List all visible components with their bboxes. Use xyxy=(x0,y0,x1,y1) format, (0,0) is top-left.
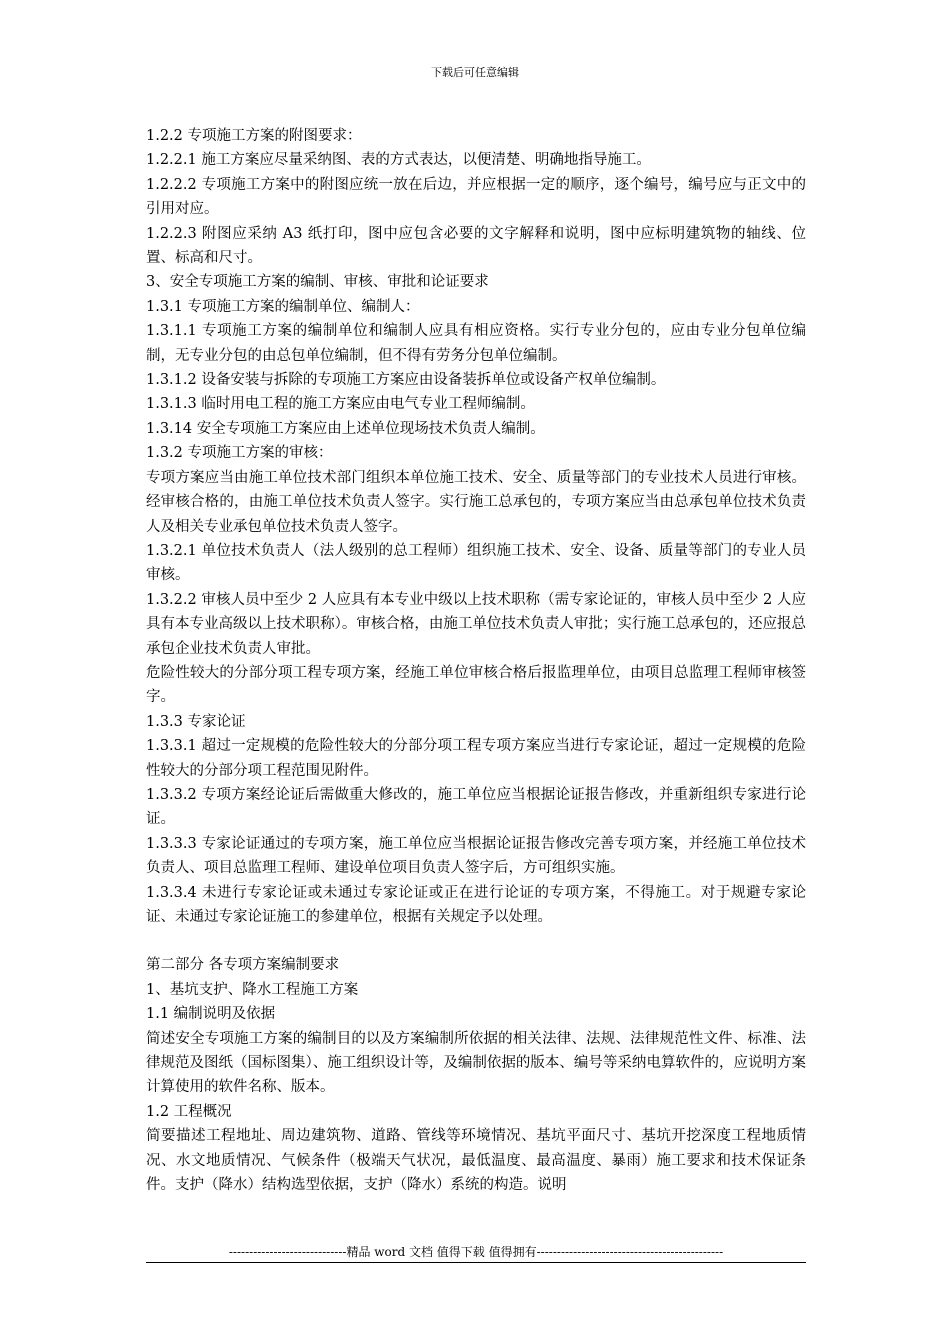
page-footer: -----------------------------精品 word 文档 值得下载 值得拥有---------------------------------------------- xyxy=(228,1245,724,1259)
paragraph: 简要描述工程地址、周边建筑物、道路、管线等环境情况、基坑平面尺寸、基坑开挖深度工程地质情况、水文地质情况、气候条件（极端天气状况，最低温度、最高温度、暴雨）施工要求和技术保证条件。支护（降水）结构选型依据，支护（降水）系统的构造。说明 xyxy=(146,1128,806,1194)
paragraph: 危险性较大的分部分项工程专项方案，经施工单位审核合格后报监理单位，由项目总监理工程师审核签字。 xyxy=(146,664,806,706)
paragraph: 1.3.3.1 超过一定规模的危险性较大的分部分项工程专项方案应当进行专家论证，超过一定规模的危险性较大的分部分项工程范围见附件。 xyxy=(146,738,806,779)
paragraph: 1、基坑支护、降水工程施工方案 xyxy=(146,981,359,998)
paragraph: 1.2.2.1 施工方案应尽量采纳图、表的方式表达，以便清楚、明确地指导施工。 xyxy=(146,152,651,169)
section-heading: 第二部分 各专项方案编制要求 xyxy=(146,957,340,974)
paragraph: 1.3.3.2 专项方案经论证后需做重大修改的，施工单位应当根据论证报告修改，并重新组织专家进行论证。 xyxy=(146,786,806,828)
paragraph: 1.2 工程概况 xyxy=(146,1103,232,1120)
blank-line xyxy=(146,929,806,953)
document-body xyxy=(146,124,806,1197)
page-header: 下载后可任意编辑 xyxy=(431,66,519,79)
paragraph: 1.2.2.2 专项施工方案中的附图应统一放在后边，并应根据一定的顺序，逐个编号，编号应与正文中的引用对应。 xyxy=(146,176,806,218)
paragraph: 1.3.3.3 专家论证通过的专项方案，施工单位应当根据论证报告修改完善专项方案，并经施工单位技术负责人、项目总监理工程师、建设单位项目负责人签字后，方可组织实施。 xyxy=(146,835,806,877)
paragraph: 简述安全专项施工方案的编制目的以及方案编制所依据的相关法律、法规、法律规范性文件、标准、法律规范及图纸（国标图集）、施工组织设计等，及编制依据的版本、编号等采纳电算软件的，应说明方案计算使用的软件名称、版本。 xyxy=(146,1030,806,1096)
paragraph: 1.2.2 专项施工方案的附图要求： xyxy=(146,128,362,144)
paragraph: 1.1 编制说明及依据 xyxy=(146,1006,276,1023)
paragraph: 专项方案应当由施工单位技术部门组织本单位施工技术、安全、质量等部门的专业技术人员进行审核。经审核合格的，由施工单位技术负责人签字。实行施工总承包的，专项方案应当由总承包单位技术负责人及相关专业承包单位技术负责人签字。 xyxy=(146,469,806,535)
paragraph: 1.3.3.4 未进行专家论证或未通过专家论证或正在进行论证的专项方案，不得施工。对于规避专家论证、未通过专家论证施工的参建单位，根据有关规定予以处理。 xyxy=(146,884,806,925)
paragraph: 1.2.2.3 附图应采纳 A3 纸打印，图中应包含必要的文字解释和说明，图中应标明建筑物的轴线、位置、标高和尺寸。 xyxy=(146,225,806,267)
paragraph: 1.3.1 专项施工方案的编制单位、编制人： xyxy=(146,298,420,315)
paragraph: 1.3.1.2 设备安装与拆除的专项施工方案应由设备装拆单位或设备产权单位编制。 xyxy=(146,372,666,389)
paragraph: 1.3.1.3 临时用电工程的施工方案应由电气专业工程师编制。 xyxy=(146,396,535,413)
paragraph: 1.3.2.1 单位技术负责人（法人级别的总工程师）组织施工技术、安全、设备、质量等部门的专业人员审核。 xyxy=(146,542,806,584)
paragraph: 1.3.3 专家论证 xyxy=(146,713,246,730)
footer-rule xyxy=(146,1262,806,1263)
paragraph: 3、安全专项施工方案的编制、审核、审批和论证要求 xyxy=(146,274,489,291)
paragraph: 1.3.2 专项施工方案的审核： xyxy=(146,445,333,462)
paragraph: 1.3.14 安全专项施工方案应由上述单位现场技术负责人编制。 xyxy=(146,420,545,437)
paragraph: 1.3.1.1 专项施工方案的编制单位和编制人应具有相应资格。实行专业分包的，应由专业分包单位编制，无专业分包的由总包单位编制，但不得有劳务分包单位编制。 xyxy=(146,323,806,364)
paragraph: 1.3.2.2 审核人员中至少 2 人应具有本专业中级以上技术职称（需专家论证的，审核人员中至少 2 人应具有本专业高级以上技术职称）。审核合格，由施工单位技术负责人审批；实行施工总承包的，还应报总承包企业技术负责人审批。 xyxy=(146,591,806,657)
